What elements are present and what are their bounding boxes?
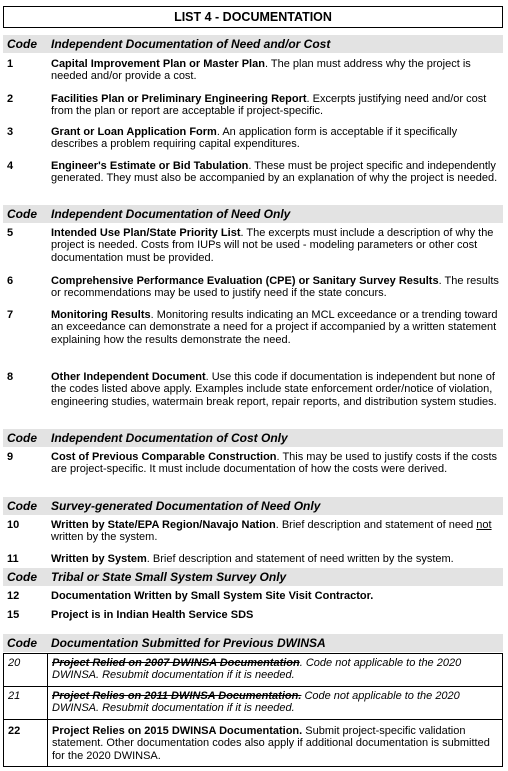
section-heading: Independent Documentation of Need Only (51, 207, 291, 221)
item-text: Documentation Written by Small System Site Visit Contractor. (51, 590, 374, 602)
section-heading: Independent Documentation of Cost Only (51, 431, 288, 445)
section-heading: Independent Documentation of Need and/or Cost (51, 37, 331, 51)
code-column-label: Code (7, 207, 37, 221)
item-code: 3 (7, 126, 14, 138)
section-heading: Tribal or State Small System Survey Only (51, 570, 287, 584)
item-code: 21 (8, 690, 21, 702)
list-title: LIST 4 - DOCUMENTATION (3, 6, 503, 28)
item-code: 15 (7, 609, 20, 621)
list-item (3, 653, 503, 687)
item-text: Project is in Indian Health Service SDS (51, 609, 254, 621)
item-code: 5 (7, 227, 14, 239)
column-divider (47, 654, 48, 686)
column-divider (47, 720, 48, 766)
item-text: Written by System. Brief description and statement of need written by the system. (51, 553, 454, 565)
section-header (3, 568, 503, 586)
item-code: 20 (8, 657, 21, 669)
item-code: 9 (7, 451, 14, 463)
item-code: 22 (8, 725, 21, 737)
section-header (3, 497, 503, 515)
item-code: 2 (7, 93, 14, 105)
item-text: Project Relied on 2007 DWINSA Documentation. Code not applicable to the 2020 DWINSA. Resubmit documentation if it is needed. (52, 657, 462, 682)
item-code: 6 (7, 275, 14, 287)
item-code: 7 (7, 309, 14, 321)
item-code: 10 (7, 519, 20, 531)
item-code: 11 (7, 553, 19, 565)
section-heading: Documentation Submitted for Previous DWINSA (51, 636, 326, 650)
code-column-label: Code (7, 37, 37, 51)
section-heading: Survey-generated Documentation of Need Only (51, 499, 321, 513)
item-code: 12 (7, 590, 20, 602)
code-column-label: Code (7, 636, 37, 650)
item-text: Project Relies on 2015 DWINSA Documentation. Submit project-specific validation statement. Other documentation codes also apply if additional documentation is submitted for the 2020 DWINSA. (52, 725, 490, 762)
item-code: 4 (7, 160, 14, 172)
section-header (3, 429, 503, 447)
item-text: Monitoring Results. Monitoring results indicating an MCL exceedance or a trending toward an exceedance can demonstrate a need for a project if accompanied by a written statement explaining how the results demonstrate the need. (51, 309, 498, 346)
item-text: Intended Use Plan/State Priority List. The excerpts must include a description of why the project is needed. Costs from IUPs will not be used - modeling parameters or other cost documentation must be provided. (51, 227, 494, 264)
section-header (3, 35, 503, 53)
column-divider (47, 687, 48, 719)
code-column-label: Code (7, 499, 37, 513)
section-header (3, 205, 503, 223)
item-code: 8 (7, 371, 14, 383)
item-text: Written by State/EPA Region/Navajo Nation. Brief description and statement of need not written by the system. (51, 519, 492, 544)
item-text: Other Independent Document. Use this code if documentation is independent but none of the codes listed above apply. Examples include state enforcement order/notice of violation, engineering studies, watermain break report, repair reports, and distribution system studies. (51, 371, 497, 408)
item-code: 1 (7, 58, 14, 70)
item-text: Project Relies on 2011 DWINSA Documentation. Code not applicable to the 2020 DWINSA. Resubmit documentation if it is needed. (52, 690, 460, 715)
item-text: Facilities Plan or Preliminary Engineering Report. Excerpts justifying need and/or cost from the plan or report are acceptable if project-specific. (51, 93, 487, 118)
item-text: Engineer's Estimate or Bid Tabulation. These must be project specific and independently generated. They must also be accompanied by an explanation of why the project is needed. (51, 160, 498, 185)
code-column-label: Code (7, 570, 37, 584)
list-item (3, 686, 503, 720)
item-text: Cost of Previous Comparable Construction. This may be used to justify costs if the costs are project-specific. It must include documentation of how the costs were derived. (51, 451, 498, 476)
item-text: Capital Improvement Plan or Master Plan. The plan must address why the project is needed and/or provide a cost. (51, 58, 471, 83)
code-column-label: Code (7, 431, 37, 445)
item-text: Grant or Loan Application Form. An application form is acceptable if it specifically describes a problem requiring capital expenditures. (51, 126, 458, 151)
item-text: Comprehensive Performance Evaluation (CPE) or Sanitary Survey Results. The results or recommendations may be used to justify need if the state concurs. (51, 275, 499, 300)
list-item (3, 719, 503, 767)
section-header (3, 634, 503, 652)
